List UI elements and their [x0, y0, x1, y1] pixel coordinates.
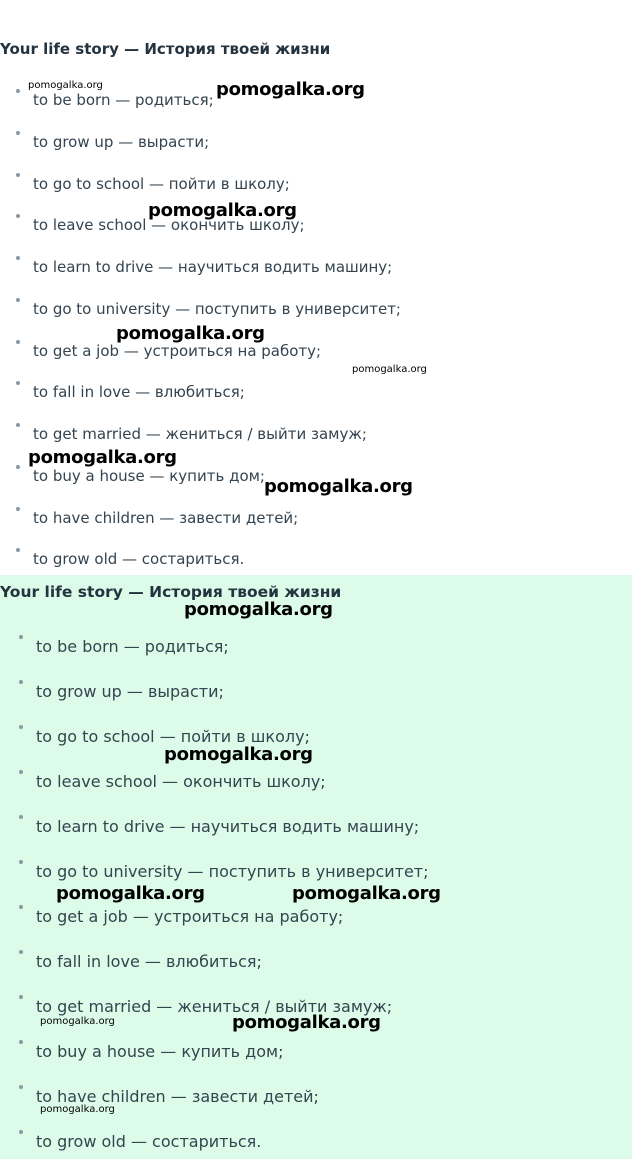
bullet-icon	[19, 635, 23, 639]
watermark-text: pomogalka.org	[148, 200, 297, 221]
watermark-text: pomogalka.org	[56, 883, 205, 904]
bullet-icon	[16, 507, 20, 511]
bullet-icon	[16, 214, 20, 218]
section-title: Your life story — История твоей жизни	[0, 40, 331, 58]
bullet-icon	[19, 995, 23, 999]
bullet-icon	[19, 680, 23, 684]
bullet-icon	[16, 465, 20, 469]
bullet-icon	[19, 860, 23, 864]
watermark-text: pomogalka.org	[184, 599, 333, 620]
watermark-text: pomogalka.org	[232, 1012, 381, 1033]
vocabulary-section-2: Your life story — История твоей жизни to be born — родиться; to grow up — вырасти; to go to school — пойти в школу; to leave school — окончить школу; to learn to drive — научиться водить машину; to go to university — поступить в университет; to get a job — устроиться на работу; to fall in love — влюбиться; to get married — жениться / выйти замуж; to buy a house — купить дом; to have children — завести детей; to grow old — состариться.	[0, 575, 632, 1159]
bullet-icon	[16, 131, 20, 135]
bullet-icon	[19, 725, 23, 729]
section-title: Your life story — История твоей жизни	[0, 583, 342, 601]
bullet-icon	[16, 340, 20, 344]
bullet-icon	[16, 298, 20, 302]
watermark-text: pomogalka.org	[292, 883, 441, 904]
watermark-text: pomogalka.org	[28, 80, 103, 91]
bullet-icon	[19, 905, 23, 909]
bullet-icon	[19, 815, 23, 819]
bullet-icon	[16, 256, 20, 260]
watermark-text: pomogalka.org	[40, 1016, 115, 1027]
watermark-text: pomogalka.org	[116, 323, 265, 344]
bullet-icon	[16, 548, 20, 552]
watermark-text: pomogalka.org	[264, 476, 413, 497]
watermark-text: pomogalka.org	[164, 744, 313, 765]
bullet-icon	[19, 1085, 23, 1089]
bullet-icon	[16, 89, 20, 93]
bullet-icon	[19, 1130, 23, 1134]
watermark-text: pomogalka.org	[40, 1104, 115, 1115]
bullet-icon	[16, 173, 20, 177]
bullet-icon	[16, 423, 20, 427]
watermark-text: pomogalka.org	[352, 364, 427, 375]
vocabulary-section-1: Your life story — История твоей жизни to be born — родиться; to grow up — вырасти; to go to school — пойти в школу; to leave school — окончить школу; to learn to drive — научиться водить машину; to go to university — поступить в университет; to get a job — устроиться на работу; to fall in love — влюбиться; to get married — жениться / выйти замуж; to buy a house — купить дом; to have children — завести детей; to grow old — состариться.	[0, 0, 632, 575]
bullet-icon	[16, 381, 20, 385]
bullet-icon	[19, 950, 23, 954]
watermark-text: pomogalka.org	[216, 79, 365, 100]
bullet-icon	[19, 770, 23, 774]
watermark-text: pomogalka.org	[28, 447, 177, 468]
bullet-icon	[19, 1040, 23, 1044]
